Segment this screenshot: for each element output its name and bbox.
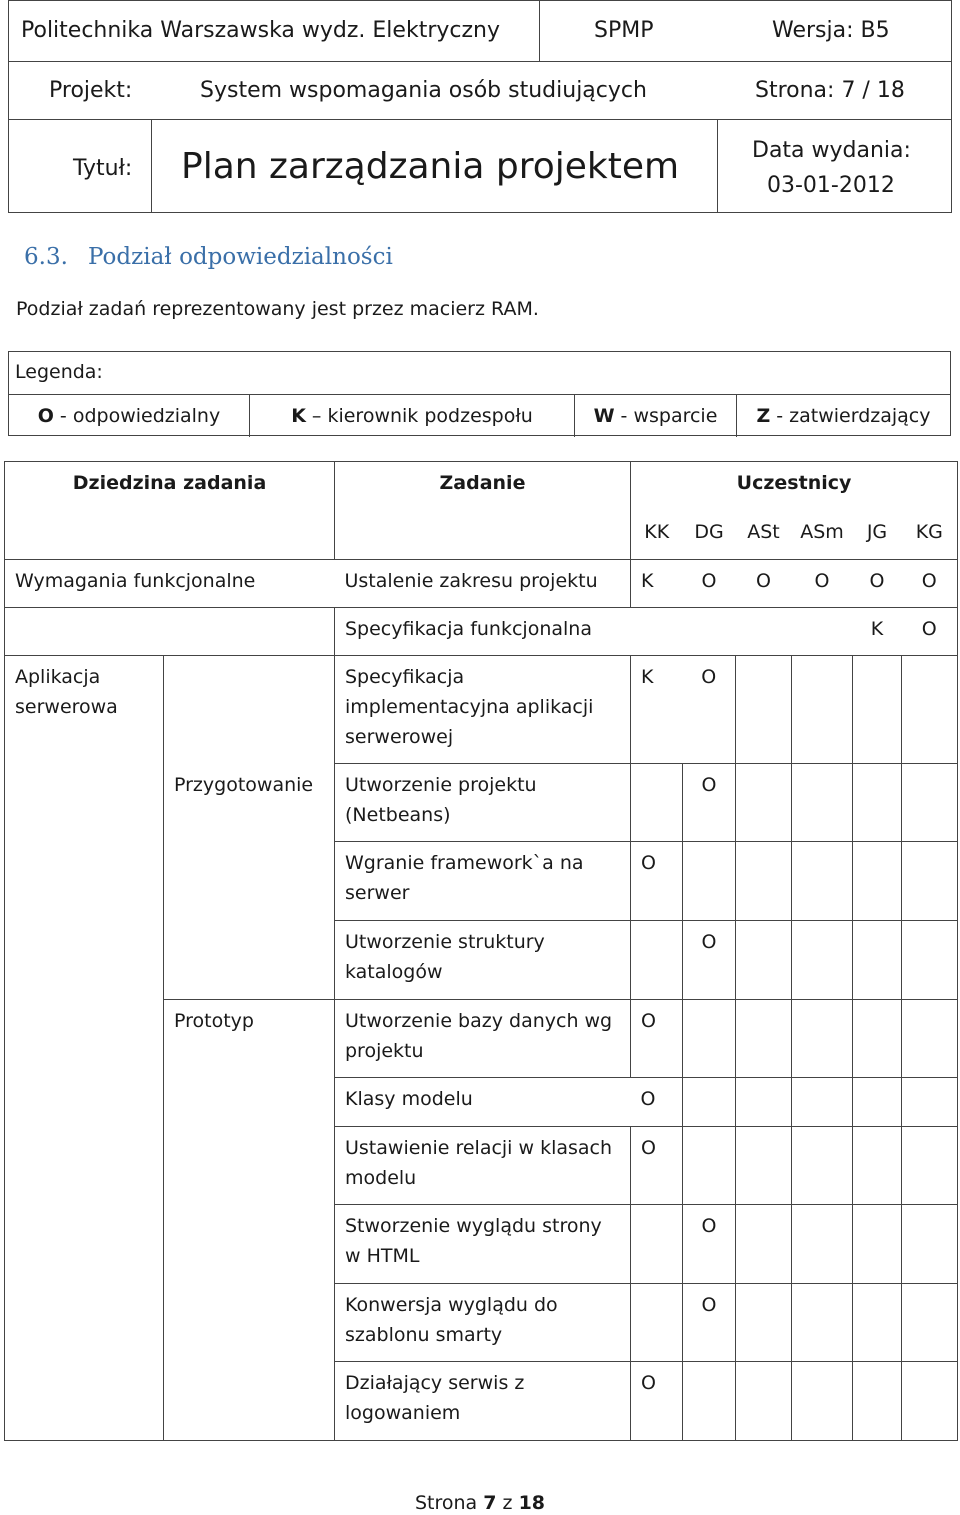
role-cell	[631, 608, 683, 656]
col-domain-header: Dziedzina zadania	[5, 462, 335, 511]
role-cell	[853, 1284, 902, 1362]
legend-item	[9, 395, 250, 437]
role-cell	[736, 764, 792, 842]
role-cell	[853, 1362, 902, 1441]
participant-header: ASt	[736, 511, 792, 560]
table-row	[5, 560, 958, 608]
role-cell	[736, 842, 792, 921]
document-title: Plan zarządzania projektem	[181, 146, 680, 187]
role-cell	[736, 1284, 792, 1362]
role-cell	[853, 764, 902, 842]
role-cell: O	[631, 1362, 683, 1441]
legend-desc: - odpowiedzialny	[59, 405, 221, 427]
footer-total-pages: 18	[518, 1492, 546, 1514]
role-cell	[683, 608, 736, 656]
role-cell: O	[683, 656, 736, 764]
role-cell	[683, 1127, 736, 1205]
legend-desc: - wsparcie	[620, 405, 718, 427]
task-cell: Specyfikacja funkcjonalna	[335, 608, 631, 656]
role-cell: O	[902, 608, 958, 656]
role-cell	[736, 1127, 792, 1205]
task-cell: Utworzenie bazy danych wg projektu	[335, 1000, 631, 1078]
role-cell	[736, 1362, 792, 1441]
title-label: Tytuł:	[73, 156, 133, 181]
issue-date-label: Data wydania:	[752, 138, 911, 163]
version-label: Wersja: B5	[772, 18, 890, 43]
role-cell: O	[683, 560, 736, 608]
role-cell: O	[631, 1000, 683, 1078]
role-cell: K	[853, 608, 902, 656]
role-cell	[631, 921, 683, 1000]
legend-code: W	[593, 405, 615, 427]
role-cell	[683, 1362, 736, 1441]
role-cell	[853, 656, 902, 764]
footer-prefix: Strona	[414, 1492, 478, 1514]
legend-heading: Legenda:	[15, 361, 103, 383]
phase-cell: Prototyp	[164, 1000, 335, 1441]
task-cell: Konwersja wyglądu do szablonu smarty	[335, 1284, 631, 1362]
role-cell	[736, 1000, 792, 1078]
role-cell	[853, 921, 902, 1000]
col-participants-header: Uczestnicy	[631, 462, 958, 511]
role-cell: O	[902, 560, 958, 608]
role-cell	[792, 1000, 853, 1078]
role-cell	[792, 656, 853, 764]
table-row	[5, 656, 958, 764]
legend-desc: – kierownik podzespołu	[311, 405, 533, 427]
document-header	[8, 0, 952, 213]
role-cell	[902, 1000, 958, 1078]
role-cell	[902, 656, 958, 764]
project-name: System wspomagania osób studiujących	[200, 78, 647, 103]
project-label: Projekt:	[49, 78, 133, 103]
role-cell	[902, 1205, 958, 1284]
role-cell	[792, 1362, 853, 1441]
institution-name: Politechnika Warszawska wydz. Elektryczny	[21, 18, 500, 43]
legend-code: Z	[756, 405, 771, 427]
role-cell	[792, 1284, 853, 1362]
task-cell: Specyfikacja implementacyjna aplikacji serwerowej	[335, 656, 631, 764]
task-cell: Działający serwis z logowaniem	[335, 1362, 631, 1441]
role-cell	[736, 656, 792, 764]
role-cell	[853, 1127, 902, 1205]
role-cell	[683, 842, 736, 921]
participant-header: DG	[683, 511, 736, 560]
section-intro: Podział zadań reprezentowany jest przez macierz RAM.	[16, 298, 539, 320]
role-cell: O	[631, 1078, 683, 1127]
system-name: SPMP	[594, 18, 654, 43]
blank-cell	[5, 511, 335, 560]
role-cell	[631, 764, 683, 842]
legend-code: K	[291, 405, 306, 427]
legend-row	[9, 394, 950, 437]
col-task-header: Zadanie	[335, 462, 631, 560]
role-cell	[853, 842, 902, 921]
role-cell: K	[631, 656, 683, 764]
role-cell	[631, 1284, 683, 1362]
role-cell	[792, 921, 853, 1000]
role-cell	[902, 1127, 958, 1205]
task-cell: Ustawienie relacji w klasach modelu	[335, 1127, 631, 1205]
role-cell	[792, 1078, 853, 1127]
role-cell	[902, 1284, 958, 1362]
role-cell: K	[631, 560, 683, 608]
role-cell	[902, 921, 958, 1000]
legend-item	[250, 395, 575, 437]
table-header-row	[5, 462, 958, 511]
role-cell	[792, 608, 853, 656]
role-cell	[792, 1205, 853, 1284]
participant-header: KG	[902, 511, 958, 560]
role-cell	[736, 1205, 792, 1284]
footer-current-page: 7	[483, 1492, 497, 1514]
legend-item	[575, 395, 737, 437]
task-cell: Utworzenie projektu (Netbeans)	[335, 764, 631, 842]
role-cell	[683, 1000, 736, 1078]
participant-header: ASm	[792, 511, 853, 560]
role-cell: O	[683, 921, 736, 1000]
task-cell: Ustalenie zakresu projektu	[335, 560, 631, 608]
section-number: 6.3.	[24, 244, 68, 270]
page-indicator: Strona: 7 / 18	[755, 78, 905, 103]
role-cell: O	[683, 1205, 736, 1284]
role-cell	[902, 764, 958, 842]
legend-code: O	[37, 405, 54, 427]
issue-date: 03-01-2012	[767, 173, 895, 198]
role-cell: O	[792, 560, 853, 608]
role-cell	[853, 1078, 902, 1127]
role-cell	[792, 764, 853, 842]
role-cell	[902, 1362, 958, 1441]
role-cell	[902, 842, 958, 921]
footer-sep: z	[502, 1492, 513, 1514]
legend-item	[737, 395, 950, 437]
phase-cell	[164, 656, 335, 764]
domain-cell: Aplikacja serwerowa	[5, 656, 164, 1441]
role-cell	[902, 1078, 958, 1127]
role-cell	[736, 608, 792, 656]
participant-header: JG	[853, 511, 902, 560]
section-title: Podział odpowiedzialności	[88, 244, 393, 270]
role-cell	[683, 1078, 736, 1127]
role-cell: O	[736, 560, 792, 608]
participant-header: KK	[631, 511, 683, 560]
role-cell	[853, 1000, 902, 1078]
task-cell: Stworzenie wyglądu strony w HTML	[335, 1205, 631, 1284]
task-cell: Wgranie framework`a na serwer	[335, 842, 631, 921]
role-cell	[792, 1127, 853, 1205]
section-heading	[24, 244, 393, 270]
ram-matrix-table	[4, 461, 958, 1441]
task-cell: Utworzenie struktury katalogów	[335, 921, 631, 1000]
role-cell: O	[683, 1284, 736, 1362]
role-cell	[631, 1205, 683, 1284]
page-footer	[0, 1492, 960, 1514]
role-cell	[736, 1078, 792, 1127]
table-row	[5, 608, 958, 656]
role-cell	[736, 921, 792, 1000]
role-cell: O	[853, 560, 902, 608]
role-cell	[853, 1205, 902, 1284]
domain-cell	[5, 608, 335, 656]
domain-cell: Wymagania funkcjonalne	[5, 560, 335, 608]
role-cell	[792, 842, 853, 921]
role-cell: O	[631, 1127, 683, 1205]
task-cell: Klasy modelu	[335, 1078, 631, 1127]
phase-cell: Przygotowanie	[164, 764, 335, 1000]
legend-desc: - zatwierdzający	[776, 405, 931, 427]
role-cell: O	[631, 842, 683, 921]
legend-box	[8, 351, 951, 436]
role-cell: O	[683, 764, 736, 842]
